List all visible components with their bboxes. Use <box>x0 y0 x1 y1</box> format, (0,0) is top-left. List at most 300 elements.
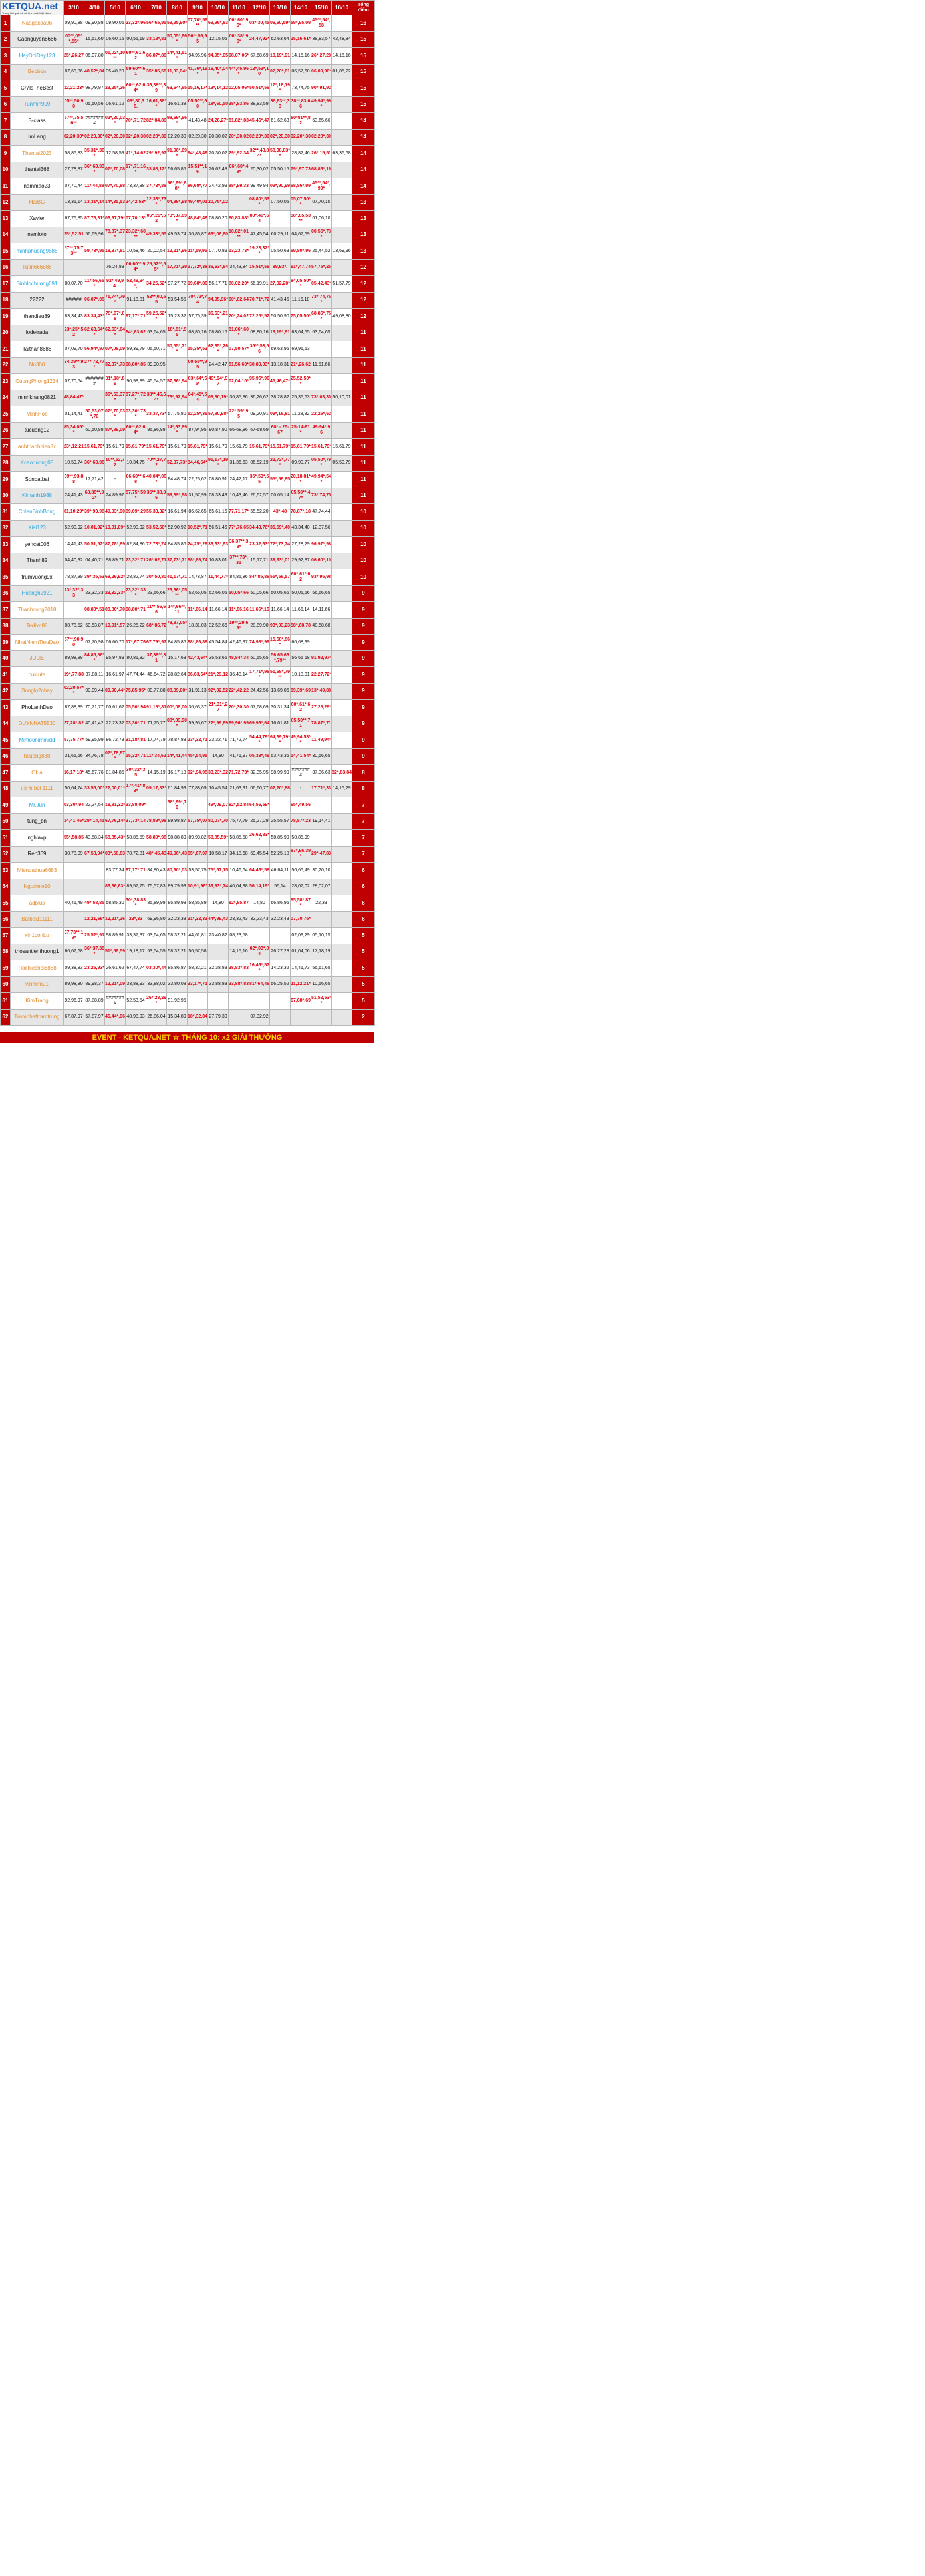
player-name[interactable]: KimTrang <box>11 993 64 1010</box>
rank-number: 59 <box>1 960 11 977</box>
prediction-cell: 09*,18,81 <box>270 406 291 423</box>
player-name[interactable]: Tunmin999 <box>11 96 64 113</box>
prediction-cell: 67,47,74 <box>126 960 146 977</box>
prediction-cell: 56,51,46 <box>208 520 229 537</box>
prediction-cell: 82*,52,84 <box>229 797 249 814</box>
prediction-cell: 56**,59,95 <box>188 31 208 48</box>
player-name[interactable]: cuicute <box>11 667 64 684</box>
total-score: 15 <box>352 64 375 80</box>
player-name[interactable]: Cr7IsTheBest <box>11 80 64 97</box>
player-name[interactable]: trumvuong9x <box>11 569 64 586</box>
prediction-cell: 45**,54*,58 <box>311 15 332 32</box>
player-name[interactable]: Songlo2nhay <box>11 683 64 700</box>
prediction-cell: 20,30,02 <box>249 162 270 178</box>
prediction-cell: 24,26,27* <box>208 113 229 130</box>
prediction-cell: 89,79,93 <box>167 879 188 895</box>
prediction-cell: 25,52*,91 <box>84 928 105 944</box>
prediction-cell: 02*,20,30 <box>105 129 126 146</box>
prediction-cell <box>270 928 291 944</box>
prediction-cell: 33,37,73* <box>146 406 167 423</box>
prediction-cell: 23*,32*,33 <box>64 585 84 602</box>
prediction-cell: 56,94*,97 <box>84 341 105 358</box>
prediction-cell: 48,58,68 <box>311 618 332 635</box>
prediction-cell: 12,33*,73* <box>146 194 167 211</box>
prediction-cell: 47,74,44 <box>126 667 146 684</box>
player-name[interactable]: Nn300 <box>11 357 64 374</box>
player-name[interactable]: thịnh bùi 1111 <box>11 781 64 797</box>
prediction-cell: 31,91,13 <box>188 683 208 700</box>
leaderboard-row <box>1 797 375 814</box>
player-name[interactable]: ChienBinhBong <box>11 504 64 521</box>
total-score: 14 <box>352 162 375 178</box>
player-name[interactable]: NhatNiemTieuDao <box>11 635 64 651</box>
prediction-cell: 73*,03,30 <box>311 390 332 406</box>
prediction-cell: 68*,86,74 <box>188 553 208 569</box>
prediction-cell: 63*,06,60 <box>208 227 229 243</box>
leaderboard-row <box>1 422 375 439</box>
player-name[interactable]: Thanh82 <box>11 553 64 569</box>
rank-number: 15 <box>1 243 11 260</box>
prediction-cell <box>249 993 270 1010</box>
prediction-cell: 81,06*,60* <box>229 325 249 341</box>
prediction-cell: 14*,66**,11 <box>167 602 188 619</box>
prediction-cell: 08,80*,51 <box>84 602 105 619</box>
prediction-cell: 31,36,63 <box>229 455 249 472</box>
prediction-cell: 14,78,87 <box>188 569 208 586</box>
prediction-cell: 05,50**,60 <box>188 96 208 113</box>
leaderboard-row <box>1 129 375 146</box>
total-score: 11 <box>352 455 375 472</box>
player-name[interactable]: Ren369 <box>11 846 64 863</box>
prediction-cell: 32**,48,84* <box>249 146 270 162</box>
prediction-cell: 07*,70,88 <box>105 178 126 195</box>
player-name[interactable]: Kcaoduong08 <box>11 455 64 472</box>
prediction-cell: 08,80*,85 <box>126 357 146 374</box>
prediction-cell: 72,73*,74 <box>146 537 167 553</box>
prediction-cell: 67-68,69 <box>249 422 270 439</box>
prediction-cell: 98,89,91 <box>105 928 126 944</box>
prediction-cell: 11,66,14 <box>270 602 291 619</box>
player-name[interactable]: Ngoclelo10 <box>11 879 64 895</box>
prediction-cell: 53,43,36 <box>270 748 291 765</box>
prediction-cell: 49,03*,90 <box>105 504 126 521</box>
prediction-cell: 23,32*,60** <box>126 227 146 243</box>
player-name[interactable]: Sonbatbai <box>11 472 64 488</box>
player-name[interactable]: Tedivn88 <box>11 618 64 635</box>
player-name[interactable]: thosantienthuong1 <box>11 944 64 960</box>
leaderboard-row <box>1 765 375 782</box>
player-name[interactable]: hcuong888 <box>11 748 64 765</box>
player-name[interactable]: HayDoiDay123 <box>11 48 64 65</box>
prediction-cell: 50,05,66 <box>270 585 291 602</box>
prediction-cell: 24,42,99 <box>208 178 229 195</box>
prediction-cell: 04,89*,98 <box>167 194 188 211</box>
prediction-cell: 18,81,32* <box>105 797 126 814</box>
prediction-cell <box>332 211 352 227</box>
prediction-cell <box>311 341 332 358</box>
prediction-cell: 23,32,71 <box>208 732 229 749</box>
prediction-cell: 49-94*,96 <box>311 422 332 439</box>
prediction-cell: 25,52**,55* <box>146 259 167 276</box>
prediction-cell: 03,30*,73* <box>126 406 146 423</box>
prediction-cell: 83,34,43* <box>84 309 105 325</box>
prediction-cell: 25,27,29 <box>249 813 270 830</box>
prediction-cell: 52,25*,36 <box>188 406 208 423</box>
prediction-cell: 09*,90,99 <box>270 178 291 195</box>
prediction-cell: 11,16,18 <box>291 292 311 309</box>
prediction-cell: 24,25*,26 <box>188 537 208 553</box>
player-name[interactable]: nammao23 <box>11 178 64 195</box>
total-score: 5 <box>352 944 375 960</box>
prediction-cell: 02,20*,30 <box>291 129 311 146</box>
player-name[interactable]: Sinhlochuong691 <box>11 276 64 293</box>
site-logo[interactable] <box>1 1 64 15</box>
player-name[interactable]: Tutin666888 <box>11 259 64 276</box>
player-name[interactable]: Thantai2023 <box>11 146 64 162</box>
player-name[interactable]: Xavier <box>11 211 64 227</box>
prediction-cell: 14,15,16 <box>229 944 249 960</box>
prediction-cell <box>332 960 352 977</box>
prediction-cell: 58*,85,53** <box>291 211 311 227</box>
player-name[interactable]: ImLang <box>11 129 64 146</box>
prediction-cell: 50,55*,71* <box>167 341 188 358</box>
prediction-cell: 14,15,19 <box>146 765 167 782</box>
prediction-cell: 15,61,79* <box>291 439 311 456</box>
prediction-cell: 05,50,63 <box>270 243 291 260</box>
prediction-cell: 58,32,21 <box>188 960 208 977</box>
prediction-cell: 92*,94,95 <box>188 765 208 782</box>
prediction-cell: 15,61,79* <box>249 439 270 456</box>
player-name[interactable]: Naagaxaa96 <box>11 15 64 32</box>
prediction-cell: ######## <box>84 113 105 130</box>
prediction-cell: 20,02,54 <box>146 243 167 260</box>
prediction-cell: 17,71*,33 <box>311 781 332 797</box>
leaderboard-row <box>1 1009 375 1026</box>
prediction-cell: 87,88,11 <box>84 667 105 684</box>
prediction-cell: 85,86,87 <box>167 960 188 977</box>
rank-number: 5 <box>1 80 11 97</box>
player-name[interactable]: minhkhang0821 <box>11 390 64 406</box>
prediction-cell: 10**,52,72 <box>105 455 126 472</box>
prediction-cell: 06*,38*,96* <box>229 31 249 48</box>
prediction-cell: 34,18,68 <box>229 846 249 863</box>
prediction-cell: 78,87,88 <box>167 732 188 749</box>
prediction-cell: 56,14,19* <box>249 879 270 895</box>
rank-number: 50 <box>1 813 11 830</box>
prediction-cell: 83,34,43 <box>64 309 84 325</box>
prediction-cell: 67,68,69 <box>249 700 270 716</box>
prediction-cell: 08,80,16 <box>208 325 229 341</box>
prediction-cell: 36,63,64* <box>188 667 208 684</box>
prediction-cell: 06,60,15 <box>105 31 126 48</box>
prediction-cell: 73*,74,75* <box>311 292 332 309</box>
total-score: 10 <box>352 537 375 553</box>
prediction-cell: 70,71,77 <box>84 700 105 716</box>
prediction-cell: 37**,73*,31 <box>229 553 249 569</box>
prediction-cell: 25-14-61* <box>291 422 311 439</box>
player-name[interactable]: nghiavp <box>11 830 64 847</box>
prediction-cell: 32,38,83 <box>208 960 229 977</box>
prediction-cell <box>84 879 105 895</box>
prediction-cell: 06,97,79* <box>105 211 126 227</box>
prediction-cell: 24,42,17 <box>229 472 249 488</box>
prediction-cell: 67,68,69 <box>249 48 270 65</box>
prediction-cell <box>270 797 291 814</box>
total-score: 7 <box>352 797 375 814</box>
prediction-cell: 26,62,57 <box>249 488 270 504</box>
player-name[interactable]: minhphuong9888 <box>11 243 64 260</box>
prediction-cell: 02,20*,30 <box>146 129 167 146</box>
prediction-cell: 36,63*,63 <box>208 537 229 553</box>
prediction-cell: 07,68,86 <box>64 64 84 80</box>
prediction-cell: 06,60**,94* <box>126 259 146 276</box>
leaderboard-row <box>1 341 375 358</box>
prediction-cell: 58,85,83 <box>64 146 84 162</box>
player-name[interactable]: Caonguyen8686 <box>11 31 64 48</box>
player-name[interactable]: lodetrada <box>11 325 64 341</box>
prediction-cell: 36,37**,38* <box>229 537 249 553</box>
prediction-cell: 67,87,97 <box>64 1009 84 1026</box>
prediction-cell: 05,50,15 <box>270 162 291 178</box>
prediction-cell <box>311 1009 332 1026</box>
prediction-cell: 24,47,92* <box>249 31 270 48</box>
prediction-cell: 69,96*,64 <box>249 716 270 732</box>
prediction-cell: 80,83,88* <box>229 211 249 227</box>
leaderboard-row <box>1 650 375 667</box>
prediction-cell: 21*,31*,27 <box>208 700 229 716</box>
prediction-cell: 49*,94*,97 <box>208 374 229 390</box>
prediction-cell: 15,61,79* <box>188 439 208 456</box>
player-name[interactable]: MinhHoe <box>11 406 64 423</box>
prediction-cell: 69,80*,96 <box>291 243 311 260</box>
total-score: 8 <box>352 781 375 797</box>
prediction-cell: 34,76,78 <box>84 748 105 765</box>
prediction-cell: 75,57,83 <box>146 879 167 895</box>
prediction-cell: 21,63,91 <box>229 781 249 797</box>
prediction-cell: 11,66*,16 <box>249 602 270 619</box>
prediction-cell: 12,37,56 <box>311 520 332 537</box>
prediction-cell: 59,60**,61 <box>126 64 146 80</box>
player-name[interactable]: Batbai111111 <box>11 911 64 928</box>
player-name[interactable]: CuongPhong1234 <box>11 374 64 390</box>
prediction-cell <box>332 846 352 863</box>
player-name[interactable]: Tramphattramtrung <box>11 1009 64 1026</box>
prediction-cell <box>332 553 352 569</box>
player-name[interactable]: Mimoonimmidd <box>11 732 64 749</box>
total-score: 9 <box>352 650 375 667</box>
prediction-cell: 56,65,49 <box>291 863 311 879</box>
rank-number: 39 <box>1 635 11 651</box>
prediction-cell: 68,86*,99 <box>291 178 311 195</box>
rank-number: 61 <box>1 993 11 1010</box>
player-name[interactable]: S-class <box>11 113 64 130</box>
prediction-cell: 14,23,32 <box>270 960 291 977</box>
player-name[interactable]: namloto <box>11 227 64 243</box>
prediction-cell <box>332 813 352 830</box>
player-name[interactable]: PhoLanhDao <box>11 700 64 716</box>
player-name[interactable]: Tlochiechoi6888 <box>11 960 64 977</box>
player-name[interactable]: tung_bn <box>11 813 64 830</box>
prediction-cell <box>332 357 352 374</box>
player-name[interactable]: Mr.Jun <box>11 797 64 814</box>
player-name[interactable]: HaiBG <box>11 194 64 211</box>
prediction-cell: 65,61,16 <box>208 504 229 521</box>
player-name[interactable]: Miendathua6683 <box>11 863 64 879</box>
player-name[interactable]: Bepbon <box>11 64 64 80</box>
player-name[interactable]: DUYNHAT5530 <box>11 716 64 732</box>
prediction-cell: 60,61,62 <box>105 700 126 716</box>
prediction-cell <box>332 928 352 944</box>
prediction-cell: 52,90,92 <box>64 520 84 537</box>
prediction-cell: 14,41,43 <box>64 537 84 553</box>
leaderboard-row <box>1 259 375 276</box>
prediction-cell: 02,20,57** <box>64 683 84 700</box>
prediction-cell: 14,41,46* <box>64 813 84 830</box>
prediction-cell: 08,80*,70 <box>105 602 126 619</box>
player-name[interactable]: Taithan8686 <box>11 341 64 358</box>
prediction-cell: 14,11,66 <box>311 602 332 619</box>
prediction-cell: 18*,81*,95 <box>167 325 188 341</box>
prediction-cell: 23*,25*,52 <box>64 325 84 341</box>
total-score: 9 <box>352 602 375 619</box>
prediction-cell: 18*,32,84 <box>188 1009 208 1026</box>
player-name[interactable]: Thanhcong2018 <box>11 602 64 619</box>
prediction-cell: 04,67,69 <box>291 227 311 243</box>
prediction-cell <box>332 537 352 553</box>
prediction-cell: 15,17,71 <box>249 553 270 569</box>
prediction-cell: 07*,70,08 <box>105 162 126 178</box>
rank-number: 46 <box>1 748 11 765</box>
prediction-cell: 08,80,19* <box>208 390 229 406</box>
prediction-cell: 48,84*,34 <box>229 650 249 667</box>
prediction-cell: 28,02,07 <box>311 879 332 895</box>
rank-number: 17 <box>1 276 11 293</box>
prediction-cell: 08,07,06* <box>229 48 249 65</box>
prediction-cell: 03*,58,83 <box>105 846 126 863</box>
prediction-cell: 17*,71,16* <box>126 162 146 178</box>
prediction-cell: 22,33 <box>311 895 332 912</box>
prediction-cell: 22,00,01* <box>105 781 126 797</box>
prediction-cell: 26*,27,28 <box>311 48 332 65</box>
prediction-cell: 59,95,99 <box>84 732 105 749</box>
prediction-cell: 36*,37,38* <box>84 944 105 960</box>
prediction-cell <box>311 797 332 814</box>
total-score: 7 <box>352 830 375 847</box>
prediction-cell: 08*,80,38. <box>126 96 146 113</box>
prediction-cell: 23,32,33 <box>84 585 105 602</box>
leaderboard-row <box>1 846 375 863</box>
prediction-cell: 12,21*,26 <box>105 911 126 928</box>
prediction-cell: 02*,20,30 <box>270 129 291 146</box>
prediction-cell <box>332 667 352 684</box>
player-name[interactable]: JULIE <box>11 650 64 667</box>
prediction-cell: 17,74,79 <box>146 732 167 749</box>
prediction-cell: 84,80,43 <box>146 863 167 879</box>
prediction-cell: 46,44*,96 <box>105 1009 126 1026</box>
player-name[interactable]: vinhem01 <box>11 976 64 993</box>
prediction-cell: 24,42,56 <box>249 683 270 700</box>
prediction-cell: 11,66,14 <box>208 602 229 619</box>
prediction-cell: 11*,66,14 <box>188 602 208 619</box>
prediction-cell: 73*,92,94 <box>167 390 188 406</box>
prediction-cell: 15,61,79* <box>146 439 167 456</box>
player-name[interactable]: tucuong12 <box>11 422 64 439</box>
prediction-cell: 17,71,42 <box>84 472 105 488</box>
prediction-cell: 41,43,48 <box>188 113 208 130</box>
player-name[interactable]: Okla <box>11 765 64 782</box>
prediction-cell: 35*,53*,55 <box>249 472 270 488</box>
total-score: 11 <box>352 488 375 504</box>
prediction-cell: 28,82,74 <box>126 569 146 586</box>
player-name[interactable]: thantai368 <box>11 162 64 178</box>
prediction-cell: 05,50*,94 <box>126 700 146 716</box>
prediction-cell: 21*,26,62 <box>291 357 311 374</box>
prediction-cell: 10,58,46 <box>126 243 146 260</box>
prediction-cell: 97,27,72 <box>167 276 188 293</box>
player-name[interactable]: thandieu89 <box>11 309 64 325</box>
prediction-cell: 07,70,54 <box>64 374 84 390</box>
prediction-cell: 39*,35,53 <box>84 569 105 586</box>
player-name[interactable]: yencat006 <box>11 537 64 553</box>
player-name[interactable]: adplus <box>11 895 64 912</box>
prediction-cell: 80,81,82 <box>126 650 146 667</box>
total-score: 2 <box>352 1009 375 1026</box>
prediction-cell: 15,61,79* <box>126 439 146 456</box>
prediction-cell: 75,05,50* <box>291 309 311 325</box>
date-column-header: 9/10 <box>188 1 208 15</box>
prediction-cell: 81*,64,46 <box>249 976 270 993</box>
prediction-cell: 68,86**,92* <box>84 488 105 504</box>
prediction-cell: 16,61,38** <box>146 96 167 113</box>
player-name[interactable]: xin1conLo <box>11 928 64 944</box>
prediction-cell: 02*,20,30 <box>126 129 146 146</box>
leaderboard-row <box>1 309 375 325</box>
prediction-cell <box>332 113 352 130</box>
prediction-cell: 67,17*,71 <box>126 863 146 879</box>
prediction-cell: 15,34,89 <box>167 1009 188 1026</box>
prediction-cell: 26*,62,71 <box>146 553 167 569</box>
prediction-cell: 17,71*,39 <box>167 259 188 276</box>
prediction-cell <box>332 162 352 178</box>
prediction-cell <box>332 178 352 195</box>
prediction-cell: 23*,12,21 <box>64 439 84 456</box>
rank-number: 28 <box>1 455 11 472</box>
player-name[interactable]: anhthanhnien8x <box>11 439 64 456</box>
prediction-cell <box>64 259 84 276</box>
prediction-cell <box>332 895 352 912</box>
prediction-cell: 41,76*,19* <box>188 64 208 80</box>
prediction-cell: 57,80,98* <box>208 406 229 423</box>
prediction-cell: 56,65,85 <box>167 162 188 178</box>
prediction-cell: 38,83*,83 <box>229 960 249 977</box>
prediction-cell: 45,46,47* <box>270 374 291 390</box>
prediction-cell: 85,34,05** <box>64 422 84 439</box>
player-name[interactable]: 22222 <box>11 292 64 309</box>
prediction-cell: 39**,93,88 <box>64 472 84 488</box>
total-score: 12 <box>352 276 375 293</box>
prediction-cell: 78,87*,71 <box>311 716 332 732</box>
prediction-cell: 79*,97*,08 <box>105 309 126 325</box>
player-name[interactable]: Kimanh1988 <box>11 488 64 504</box>
player-name[interactable]: Xiai123 <box>11 520 64 537</box>
total-score: 9 <box>352 667 375 684</box>
prediction-cell: 18,37*,81 <box>105 243 126 260</box>
prediction-cell <box>332 422 352 439</box>
player-name[interactable]: Hoangh2921 <box>11 585 64 602</box>
prediction-cell: 07,70*,56** <box>188 15 208 32</box>
prediction-cell: 66,68,99 <box>291 635 311 651</box>
prediction-cell <box>167 357 188 374</box>
